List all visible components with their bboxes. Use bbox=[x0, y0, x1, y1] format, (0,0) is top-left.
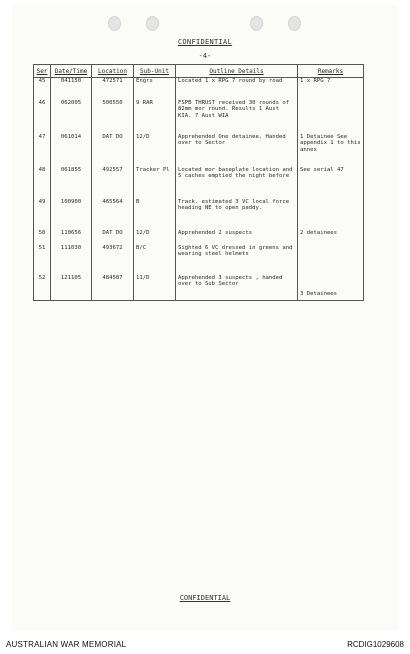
cell-ser: 49 bbox=[34, 199, 51, 230]
cell-subunit: Engrs bbox=[134, 78, 176, 100]
table-row bbox=[34, 199, 364, 230]
cell-details: Apprehended 2 suspects bbox=[176, 230, 298, 245]
cell-ser: 52 bbox=[34, 275, 51, 301]
cell-ser: 47 bbox=[34, 134, 51, 167]
cell-details: Sighted 6 VC dressed in greens and wearing steel helmets bbox=[176, 245, 298, 275]
cell-location: DAT DO bbox=[92, 134, 134, 167]
cell-location: 500550 bbox=[92, 100, 134, 134]
archive-credit: AUSTRALIAN WAR MEMORIAL bbox=[6, 640, 127, 649]
cell-ser: 46 bbox=[34, 100, 51, 134]
cell-subunit: 12/D bbox=[134, 134, 176, 167]
cell-location: 492557 bbox=[92, 167, 134, 199]
header-remarks: Remarks bbox=[298, 65, 364, 78]
archive-reference: RCDIG1029608 bbox=[347, 640, 404, 649]
header-datetime: Date/Time bbox=[51, 65, 92, 78]
cell-subunit: B/C bbox=[134, 245, 176, 275]
punch-hole bbox=[146, 16, 159, 31]
table-row bbox=[34, 134, 364, 167]
table-row bbox=[34, 245, 364, 275]
punch-hole bbox=[108, 16, 121, 31]
header-ser: Ser bbox=[34, 65, 51, 78]
cell-remarks: 1 Detainee See appendix 1 to this annex bbox=[298, 134, 364, 167]
classification-header: CONFIDENTIAL bbox=[177, 38, 233, 46]
cell-remarks: See serial 47 bbox=[298, 167, 364, 199]
header-subunit: Sub-Unit bbox=[134, 65, 176, 78]
cell-remarks bbox=[298, 100, 364, 134]
cell-datetime: 111030 bbox=[51, 245, 92, 275]
cell-remarks: 2 detainees bbox=[298, 230, 364, 245]
cell-remarks bbox=[298, 245, 364, 275]
table-row bbox=[34, 275, 364, 301]
cell-ser: 50 bbox=[34, 230, 51, 245]
cell-remarks bbox=[298, 199, 364, 230]
cell-ser: 51 bbox=[34, 245, 51, 275]
table-header-row bbox=[34, 65, 364, 78]
cell-location: 472571 bbox=[92, 78, 134, 100]
page-number: -4- bbox=[198, 52, 212, 60]
header-details: Outline Details bbox=[176, 65, 298, 78]
cell-location: 465564 bbox=[92, 199, 134, 230]
punch-hole bbox=[288, 16, 301, 31]
cell-details: Apprehended One detainee. Handed over to Sector bbox=[176, 134, 298, 167]
cell-subunit: 12/D bbox=[134, 230, 176, 245]
classification-footer: CONFIDENTIAL bbox=[179, 594, 231, 602]
header-location: Location bbox=[92, 65, 134, 78]
table-row bbox=[34, 167, 364, 199]
cell-remarks: 1 x RPG 7 bbox=[298, 78, 364, 100]
cell-subunit: 9 RAR bbox=[134, 100, 176, 134]
cell-details: Track. estimated 3 VC local force heading NE to open paddy. bbox=[176, 199, 298, 230]
cell-details: Located mor baseplate location and 5 caches emptied the night before bbox=[176, 167, 298, 199]
table-row bbox=[34, 78, 364, 100]
cell-location: 484587 bbox=[92, 275, 134, 301]
cell-remarks: 3 Detainees bbox=[298, 275, 364, 301]
cell-ser: 48 bbox=[34, 167, 51, 199]
cell-datetime: 061014 bbox=[51, 134, 92, 167]
cell-ser: 45 bbox=[34, 78, 51, 100]
cell-details: Located 1 x RPG 7 round by road bbox=[176, 78, 298, 100]
cell-datetime: 121105 bbox=[51, 275, 92, 301]
cell-datetime: 110656 bbox=[51, 230, 92, 245]
cell-subunit: 11/D bbox=[134, 275, 176, 301]
punch-hole bbox=[250, 16, 263, 31]
cell-subunit: B bbox=[134, 199, 176, 230]
table-row bbox=[34, 100, 364, 134]
cell-location: 493672 bbox=[92, 245, 134, 275]
cell-datetime: 100900 bbox=[51, 199, 92, 230]
cell-subunit: Tracker Pl bbox=[134, 167, 176, 199]
cell-datetime: 062005 bbox=[51, 100, 92, 134]
cell-datetime: 061855 bbox=[51, 167, 92, 199]
table-row bbox=[34, 230, 364, 245]
incident-log-table bbox=[33, 64, 364, 301]
cell-details: Apprehended 3 suspects , handed over to Sub Sector bbox=[176, 275, 298, 301]
cell-datetime: 041150 bbox=[51, 78, 92, 100]
cell-details: FSPB THRUST received 30 rounds of 82mm mor round. Results 1 Aust KIA. 7 Aust WIA bbox=[176, 100, 298, 134]
cell-location: DAT DO bbox=[92, 230, 134, 245]
